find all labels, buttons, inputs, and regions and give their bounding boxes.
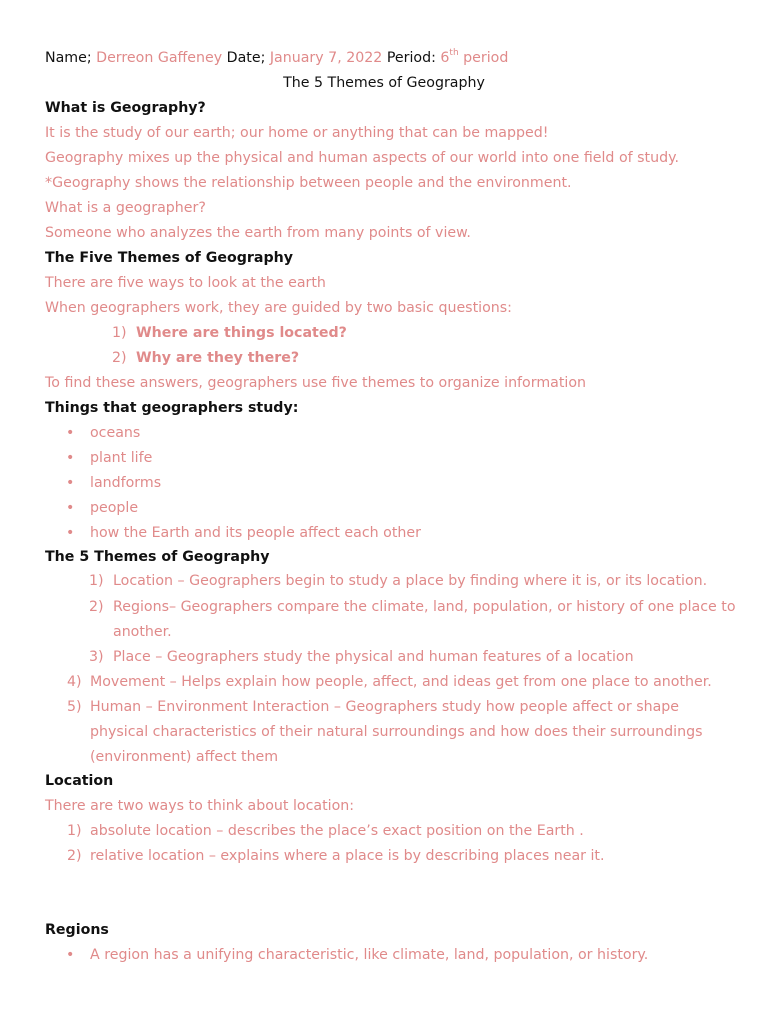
paragraph-line: There are five ways to look at the earth <box>45 275 326 291</box>
bullet-icon: • <box>66 525 75 541</box>
paragraph-line: It is the study of our earth; our home or anything that can be mapped! <box>45 125 549 141</box>
absolute-location: absolute location – describes the place’s exact position on the Earth . <box>90 823 584 839</box>
period-value <box>440 50 508 66</box>
theme-regions: Regions– Geographers compare the climate, land, population, or history of one place to <box>113 599 736 615</box>
paragraph-line: There are two ways to think about location: <box>45 798 355 814</box>
theme-movement: Movement – Helps explain how people, affect, and ideas get from one place to another. <box>90 674 712 690</box>
list-item: A region has a unifying characteristic, like climate, land, population, or history. <box>90 947 649 963</box>
date-label: Date; <box>226 50 266 66</box>
theme-number: 5) <box>67 699 82 715</box>
paragraph-line: *Geography shows the relationship between people and the environment. <box>45 175 572 191</box>
question-number: 1) <box>112 325 127 341</box>
relative-location: relative location – explains where a place is by describing places near it. <box>90 848 605 864</box>
theme-hei-cont: physical characteristics of their natural surroundings and how does their surroundings <box>90 724 703 740</box>
heading-5-themes: The 5 Themes of Geography <box>45 549 270 565</box>
list-item: plant life <box>90 450 153 466</box>
header-line <box>45 48 508 68</box>
theme-location: Location – Geographers begin to study a place by finding where it is, or its location. <box>113 573 708 589</box>
period-superscript: th <box>449 48 459 59</box>
theme-place: Place – Geographers study the physical and human features of a location <box>113 649 634 665</box>
paragraph-line: Someone who analyzes the earth from many points of view. <box>45 225 471 241</box>
name-value: Derreon Gaffeney <box>96 50 223 66</box>
paragraph-line: Geography mixes up the physical and human aspects of our world into one field of study. <box>45 150 679 166</box>
bullet-icon: • <box>66 425 75 441</box>
list-item: people <box>90 500 139 516</box>
bullet-icon: • <box>66 500 75 516</box>
paragraph-line: What is a geographer? <box>45 200 206 216</box>
theme-hei: Human – Environment Interaction – Geographers study how people affect or shape <box>90 699 680 715</box>
date-value: January 7, 2022 <box>269 50 383 66</box>
bullet-icon: • <box>66 475 75 491</box>
paragraph-line: To find these answers, geographers use five themes to organize information <box>45 375 587 391</box>
theme-number: 3) <box>89 649 104 665</box>
theme-number: 1) <box>89 573 104 589</box>
question-number: 2) <box>112 350 127 366</box>
period-text: period <box>463 50 509 66</box>
heading-things-studied: Things that geographers study: <box>45 400 299 416</box>
theme-number: 2) <box>89 599 104 615</box>
heading-five-themes: The Five Themes of Geography <box>45 250 293 266</box>
document-title: The 5 Themes of Geography <box>283 75 485 91</box>
list-item: oceans <box>90 425 141 441</box>
period-label: Period: <box>386 50 436 66</box>
location-number: 1) <box>67 823 82 839</box>
list-item: how the Earth and its people affect each other <box>90 525 421 541</box>
theme-number: 4) <box>67 674 82 690</box>
theme-hei-cont: (environment) affect them <box>90 749 279 765</box>
theme-regions-cont: another. <box>113 624 172 640</box>
heading-regions: Regions <box>45 922 109 938</box>
bullet-icon: • <box>66 947 75 963</box>
question-why: Why are they there? <box>136 350 300 366</box>
period-number: 6 <box>440 50 450 66</box>
bullet-icon: • <box>66 450 75 466</box>
list-item: landforms <box>90 475 162 491</box>
paragraph-line: When geographers work, they are guided by two basic questions: <box>45 300 512 316</box>
heading-what-is-geography: What is Geography? <box>45 100 206 116</box>
location-number: 2) <box>67 848 82 864</box>
question-where: Where are things located? <box>136 325 347 341</box>
name-label: Name; <box>45 50 92 66</box>
heading-location: Location <box>45 773 114 789</box>
